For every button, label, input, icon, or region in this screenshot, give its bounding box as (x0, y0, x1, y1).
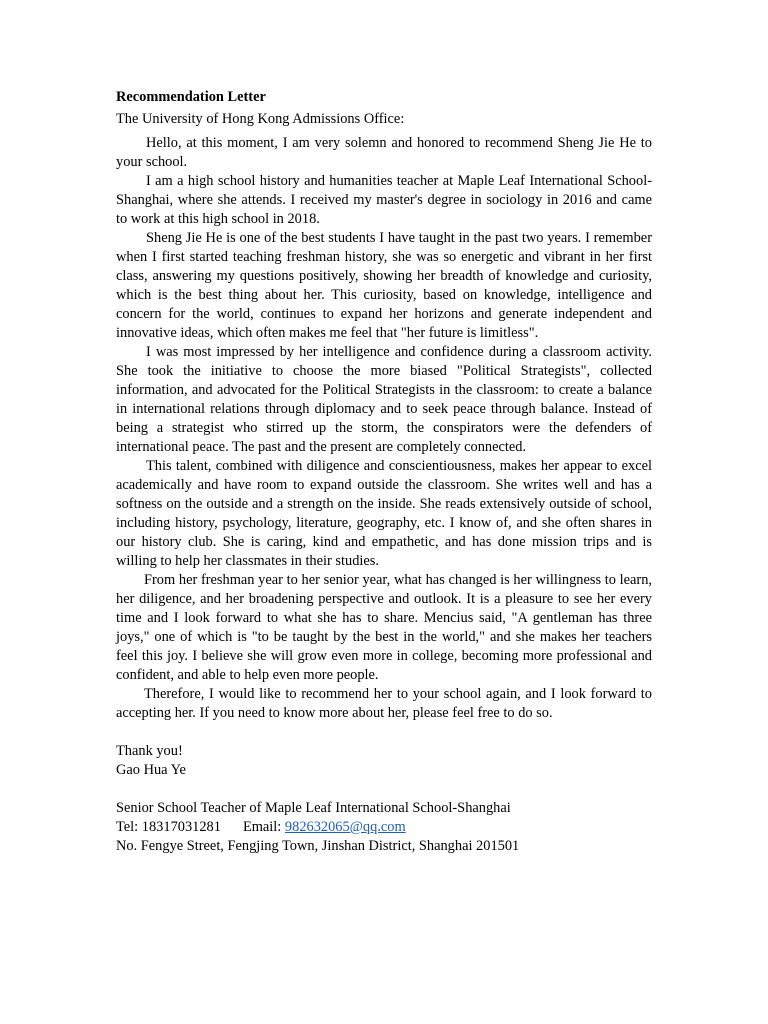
letter-page (116, 86, 652, 856)
letter-closing: Thank you! (116, 743, 183, 759)
signer-title: Senior School Teacher of Maple Leaf International School-Shanghai (116, 800, 511, 816)
letter-recipient: The University of Hong Kong Admissions Office: (116, 111, 405, 127)
spacer (116, 723, 652, 742)
tel-label: Tel: (116, 819, 139, 835)
letter-paragraph-4: I was most impressed by her intelligence and confidence during a classroom activity. She took the initiative to choose the more biased "Political Strategists", collected information, and advocated for the Political Strategists in the classroom: to create a balance in international relations through diplomacy and to seek peace through balance. Instead of being a strategist who stirred up the storm, the conspirators were the defenders of international peace. The past and the present are completely connected. (116, 344, 652, 455)
letter-paragraph-2: I am a high school history and humanities teacher at Maple Leaf International School-Shanghai, where she attends. I received my master's degree in sociology in 2016 and came to work at this high school in 2018. (116, 173, 652, 227)
address-line: No. Fengye Street, Fengjing Town, Jinshan District, Shanghai 201501 (116, 838, 520, 854)
email-link[interactable]: 982632065@qq.com (284, 819, 406, 835)
letter-signer: Gao Hua Ye (116, 762, 186, 778)
letter-paragraph-6: From her freshman year to her senior year, what has changed is her willingness to learn, her diligence, and her broadening perspective and outlook. It is a pleasure to see her every time and I look forward to what she has to share. Mencius said, "A gentleman has three joys," one of which is "to be taught by the best in the world," and she makes her teachers feel this joy. I believe she will grow even more in college, becoming more professional and confident, and able to help even more people. (116, 572, 652, 683)
letter-paragraph-5: This talent, combined with diligence and conscientiousness, makes her appear to excel academically and have room to expand outside the classroom. She writes well and has a softness on the outside and a strength on the inside. She reads extensively outside of school, including history, psychology, literature, geography, etc. I know of, and she often shares in our history club. She is caring, kind and empathetic, and has done mission trips and is willing to help her classmates in their studies. (116, 458, 652, 569)
letter-paragraph-7: Therefore, I would like to recommend her to your school again, and I look forward to accepting her. If you need to know more about her, please feel free to do so. (116, 686, 652, 721)
letter-paragraph-3: Sheng Jie He is one of the best students I have taught in the past two years. I remember when I first started teaching freshman history, she was so energetic and vibrant in her first class, answering my questions positively, showing her breadth of knowledge and curiosity, which is the best thing about her. This curiosity, based on knowledge, intelligence and concern for the world, continues to expand her horizons and generate independent and innovative ideas, which often makes me feel that "her future is limitless". (116, 230, 652, 341)
email-label: Email: (242, 819, 282, 835)
letter-title: Recommendation Letter (116, 89, 266, 105)
letter-paragraph-1: Hello, at this moment, I am very solemn and honored to recommend Sheng Jie He to your school. (116, 135, 652, 170)
contact-line (116, 818, 652, 837)
spacer (116, 780, 652, 799)
tel-value: 18317031281 (141, 819, 221, 835)
